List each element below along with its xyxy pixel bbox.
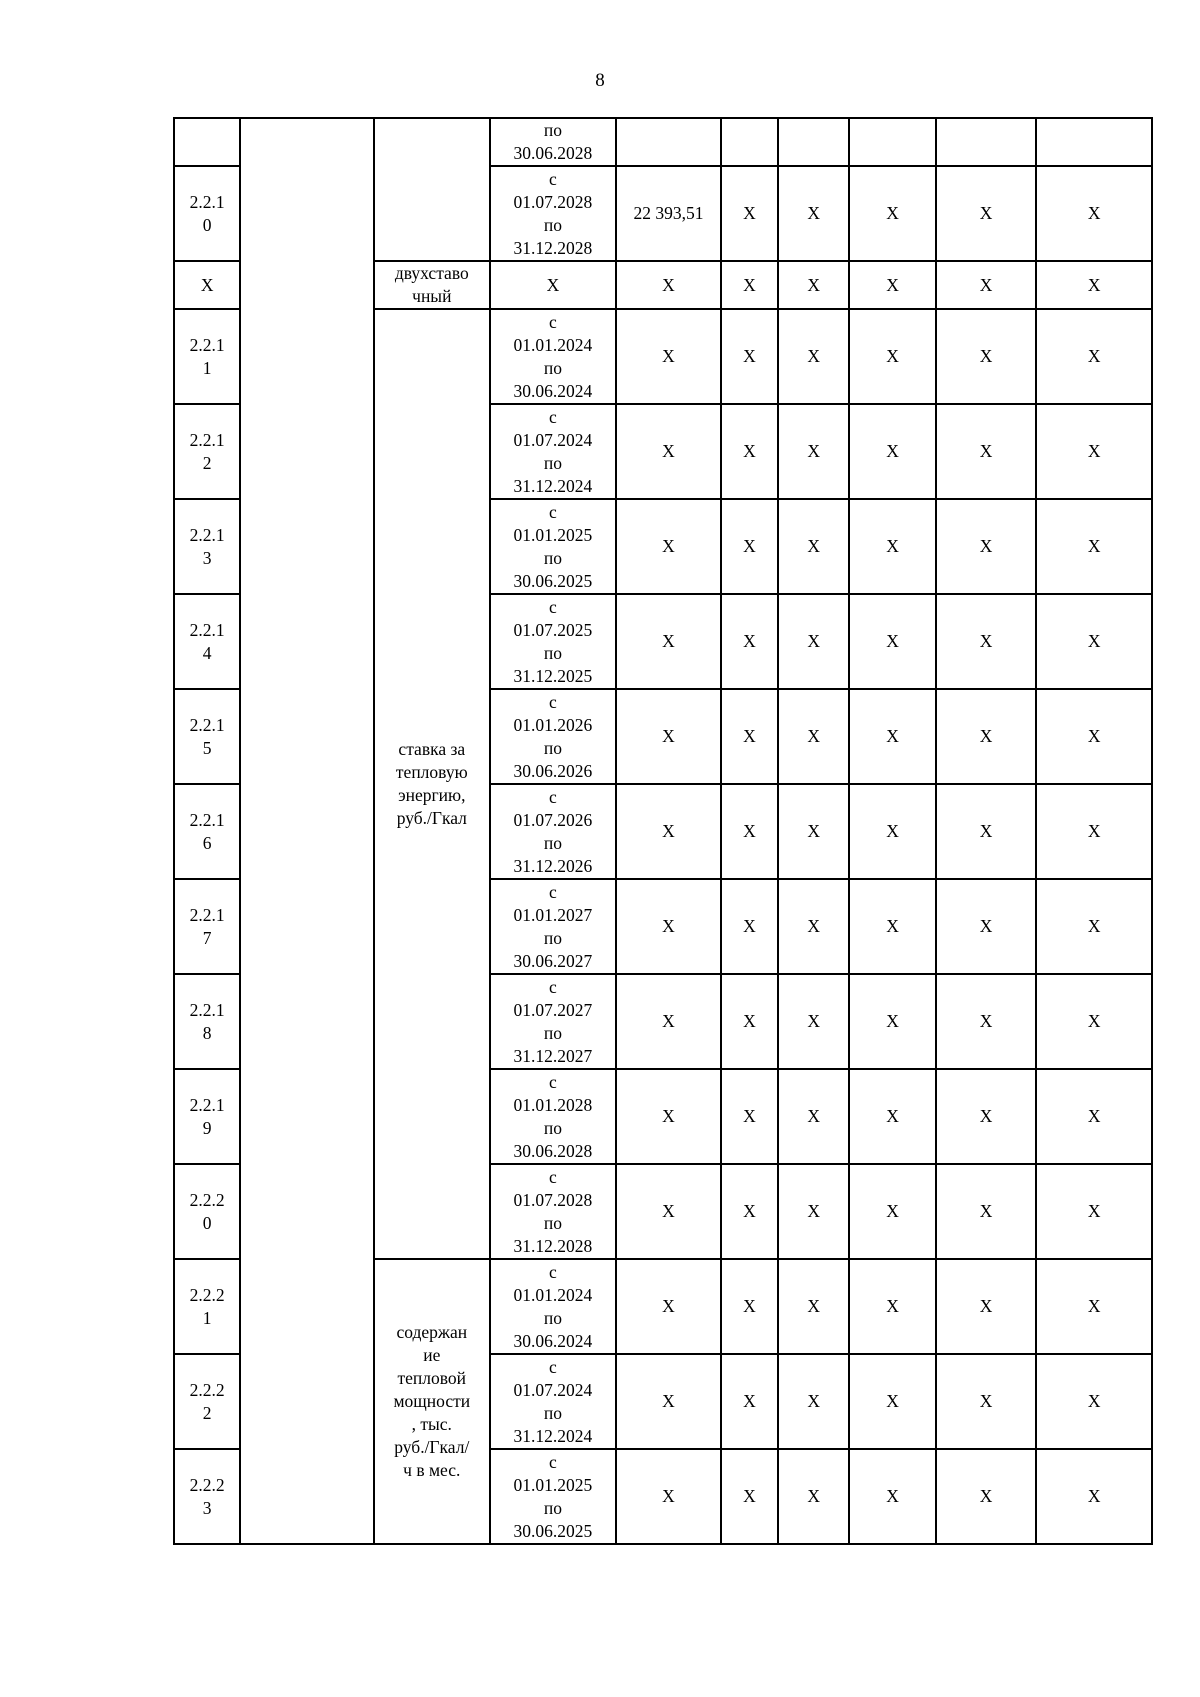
period-cell: с 01.07.2027 по 31.12.2027 — [490, 974, 617, 1069]
value-cell: Х — [616, 879, 721, 974]
value-cell: Х — [849, 499, 935, 594]
value-cell: Х — [849, 166, 935, 261]
value-cell: Х — [616, 689, 721, 784]
value-cell: Х — [1036, 309, 1152, 404]
value-cell: Х — [616, 1069, 721, 1164]
value-cell: Х — [778, 689, 849, 784]
value-cell: Х — [616, 1259, 721, 1354]
value-cell: Х — [1036, 879, 1152, 974]
value-cell: Х — [936, 784, 1037, 879]
row-number-cell: 2.2.1 7 — [174, 879, 240, 974]
value-cell — [616, 118, 721, 166]
row-number-cell: 2.2.1 1 — [174, 309, 240, 404]
value-cell: Х — [1036, 1354, 1152, 1449]
value-cell: Х — [849, 261, 935, 309]
value-cell: Х — [1036, 1449, 1152, 1544]
value-cell: Х — [1036, 1069, 1152, 1164]
value-cell: Х — [936, 166, 1037, 261]
value-cell: Х — [721, 166, 778, 261]
value-cell: Х — [1036, 1164, 1152, 1259]
value-cell: Х — [616, 784, 721, 879]
category-cell: ставка за тепловую энергию, руб./Гкал — [374, 309, 490, 1259]
page-number: 8 — [595, 70, 605, 91]
value-cell: Х — [721, 1354, 778, 1449]
value-cell: Х — [616, 1164, 721, 1259]
value-cell: Х — [616, 594, 721, 689]
value-cell: Х — [721, 1259, 778, 1354]
value-cell: Х — [721, 974, 778, 1069]
value-cell: Х — [1036, 261, 1152, 309]
value-cell: Х — [849, 879, 935, 974]
value-cell: Х — [936, 594, 1037, 689]
value-cell: Х — [778, 1449, 849, 1544]
value-cell: Х — [778, 404, 849, 499]
category-cell: двухставо чный — [374, 261, 490, 309]
value-cell: Х — [1036, 166, 1152, 261]
value-cell: Х — [849, 404, 935, 499]
value-cell: Х — [936, 404, 1037, 499]
value-cell: Х — [721, 309, 778, 404]
period-cell: Х — [490, 261, 617, 309]
value-cell: Х — [778, 309, 849, 404]
value-cell: Х — [721, 1164, 778, 1259]
value-cell: Х — [778, 594, 849, 689]
value-cell: Х — [721, 594, 778, 689]
value-cell: Х — [936, 1354, 1037, 1449]
row-number-cell — [174, 118, 240, 166]
value-cell: Х — [778, 1354, 849, 1449]
value-cell: Х — [849, 1354, 935, 1449]
value-cell: Х — [778, 166, 849, 261]
value-cell — [721, 118, 778, 166]
value-cell: Х — [849, 974, 935, 1069]
value-cell: Х — [616, 974, 721, 1069]
value-cell — [778, 118, 849, 166]
row-number-cell: Х — [174, 261, 240, 309]
value-cell: Х — [616, 404, 721, 499]
value-cell: Х — [778, 1069, 849, 1164]
row-number-cell: 2.2.1 6 — [174, 784, 240, 879]
row-number-cell: 2.2.1 9 — [174, 1069, 240, 1164]
period-cell: с 01.07.2024 по 31.12.2024 — [490, 1354, 617, 1449]
value-cell: Х — [721, 1069, 778, 1164]
value-cell: Х — [936, 309, 1037, 404]
period-cell: с 01.01.2024 по 30.06.2024 — [490, 1259, 617, 1354]
row-number-cell: 2.2.1 4 — [174, 594, 240, 689]
value-cell: Х — [778, 1259, 849, 1354]
value-cell: Х — [936, 499, 1037, 594]
value-cell: Х — [1036, 689, 1152, 784]
value-cell: Х — [849, 309, 935, 404]
value-cell: Х — [849, 1449, 935, 1544]
value-cell — [849, 118, 935, 166]
value-cell: Х — [721, 784, 778, 879]
value-cell: Х — [849, 784, 935, 879]
value-cell: Х — [1036, 499, 1152, 594]
period-cell: с 01.01.2027 по 30.06.2027 — [490, 879, 617, 974]
value-cell — [1036, 118, 1152, 166]
period-cell: с 01.07.2028 по 31.12.2028 — [490, 166, 617, 261]
value-cell: Х — [721, 689, 778, 784]
row-number-cell: 2.2.1 0 — [174, 166, 240, 261]
value-cell: Х — [616, 1449, 721, 1544]
value-cell: Х — [1036, 594, 1152, 689]
value-cell: Х — [778, 974, 849, 1069]
value-cell: Х — [778, 261, 849, 309]
row-number-cell: 2.2.1 5 — [174, 689, 240, 784]
row-number-cell: 2.2.2 3 — [174, 1449, 240, 1544]
value-cell: Х — [721, 499, 778, 594]
value-cell: Х — [616, 1354, 721, 1449]
value-cell: Х — [936, 261, 1037, 309]
value-cell: Х — [778, 879, 849, 974]
table-row — [174, 118, 1152, 166]
period-cell: с 01.01.2025 по 30.06.2025 — [490, 499, 617, 594]
period-cell: с 01.01.2024 по 30.06.2024 — [490, 309, 617, 404]
row-number-cell: 2.2.2 2 — [174, 1354, 240, 1449]
value-cell: Х — [849, 689, 935, 784]
row-number-cell: 2.2.2 1 — [174, 1259, 240, 1354]
value-cell: Х — [936, 1449, 1037, 1544]
value-cell — [936, 118, 1037, 166]
value-cell: Х — [1036, 404, 1152, 499]
value-cell: Х — [616, 309, 721, 404]
value-cell: Х — [1036, 974, 1152, 1069]
period-cell: с 01.01.2028 по 30.06.2028 — [490, 1069, 617, 1164]
value-cell: 22 393,51 — [616, 166, 721, 261]
row-number-cell: 2.2.1 3 — [174, 499, 240, 594]
value-cell: Х — [1036, 784, 1152, 879]
period-cell: с 01.07.2028 по 31.12.2028 — [490, 1164, 617, 1259]
value-cell: Х — [616, 261, 721, 309]
value-cell: Х — [936, 1069, 1037, 1164]
blank-column-cell — [240, 118, 374, 1544]
value-cell: Х — [778, 499, 849, 594]
category-cell — [374, 118, 490, 261]
period-cell: с 01.07.2025 по 31.12.2025 — [490, 594, 617, 689]
value-cell: Х — [721, 879, 778, 974]
value-cell: Х — [849, 1069, 935, 1164]
tariff-table — [173, 117, 1153, 1545]
value-cell: Х — [721, 261, 778, 309]
value-cell: Х — [1036, 1259, 1152, 1354]
period-cell: с 01.01.2025 по 30.06.2025 — [490, 1449, 617, 1544]
period-cell: с 01.07.2026 по 31.12.2026 — [490, 784, 617, 879]
value-cell: Х — [778, 784, 849, 879]
period-cell: с 01.01.2026 по 30.06.2026 — [490, 689, 617, 784]
value-cell: Х — [721, 404, 778, 499]
value-cell: Х — [778, 1164, 849, 1259]
value-cell: Х — [936, 974, 1037, 1069]
value-cell: Х — [849, 1259, 935, 1354]
row-number-cell: 2.2.1 8 — [174, 974, 240, 1069]
value-cell: Х — [616, 499, 721, 594]
value-cell: Х — [936, 689, 1037, 784]
value-cell: Х — [936, 879, 1037, 974]
value-cell: Х — [849, 1164, 935, 1259]
row-number-cell: 2.2.2 0 — [174, 1164, 240, 1259]
row-number-cell: 2.2.1 2 — [174, 404, 240, 499]
value-cell: Х — [936, 1259, 1037, 1354]
period-cell: по 30.06.2028 — [490, 118, 617, 166]
value-cell: Х — [936, 1164, 1037, 1259]
category-cell: содержан ие тепловой мощности , тыс. руб./Гкал/ ч в мес. — [374, 1259, 490, 1544]
value-cell: Х — [849, 594, 935, 689]
value-cell: Х — [721, 1449, 778, 1544]
period-cell: с 01.07.2024 по 31.12.2024 — [490, 404, 617, 499]
